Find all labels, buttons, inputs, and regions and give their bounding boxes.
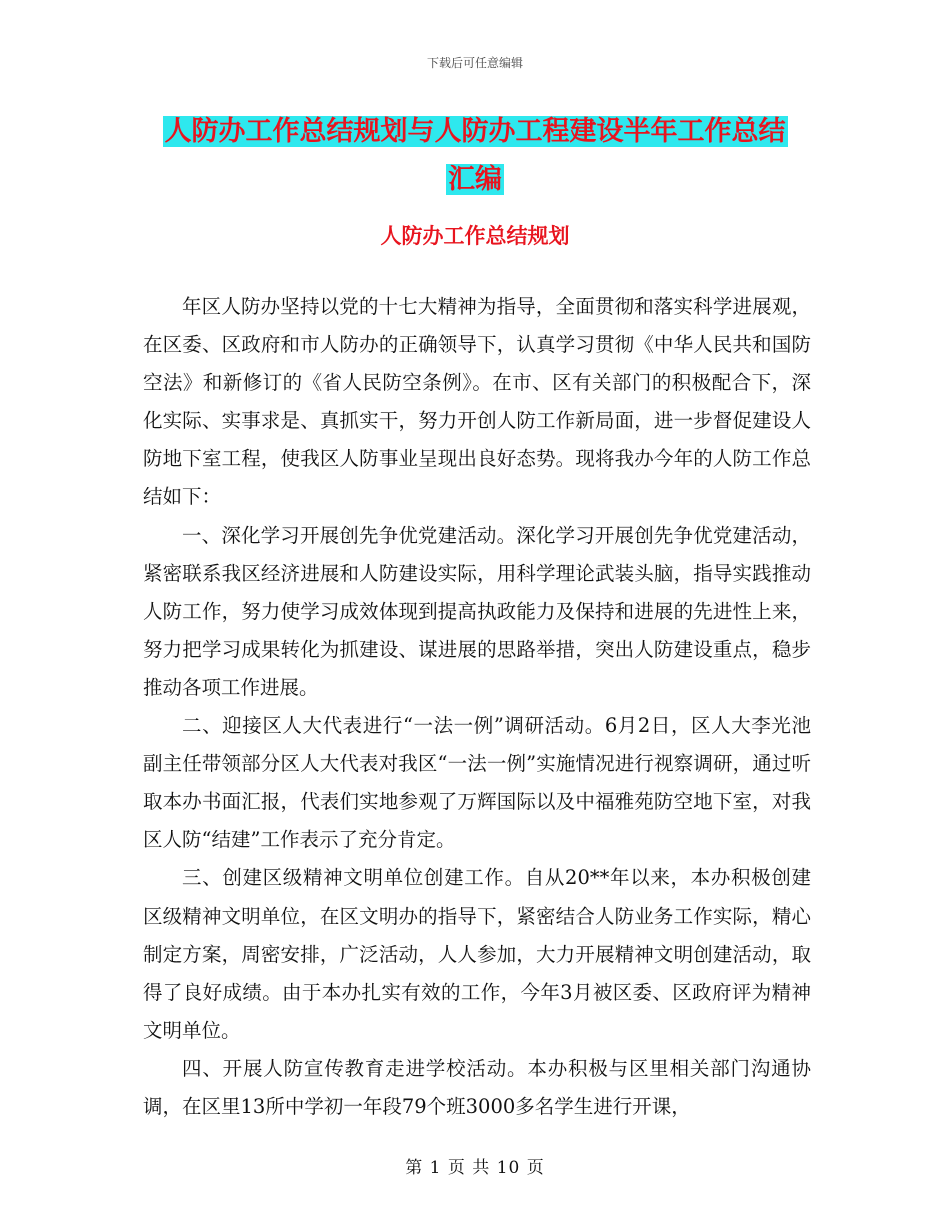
page-number-indicator: 第 1 页 共 10 页 — [405, 1158, 545, 1178]
body-paragraph: 年区人防办坚持以党的十七大精神为指导，全面贯彻和落实科学进展观，在区委、区政府和市人防办的正确领导下，认真学习贯彻《中华人民共和国防空法》和新修订的《省人民防空条例》。在市、区有关部门的积极配合下，深化实际、实事求是、真抓实干，努力开创人防工作新局面，进一步督促建设人防地下室工程，使我区人防事业呈现出良好态势。现将我办今年的人防工作总结如下： — [143, 295, 811, 509]
page-header-note: 下载后可任意编辑 — [426, 56, 523, 70]
main-title-line-2: 汇编 — [448, 164, 502, 195]
body-paragraph: 二、迎接区人大代表进行“一法一例”调研活动。6月2日，区人大李光池副主任带领部分区人大代表对我区“一法一例”实施情况进行视察调研，通过听取本办书面汇报，代表们实地参观了万辉国际以及中福雅苑防空地下室，对我区人防“结建”工作表示了充分肯定。 — [143, 714, 811, 852]
body-paragraph: 一、深化学习开展创先争优党建活动。深化学习开展创先争优党建活动，紧密联系我区经济进展和人防建设实际，用科学理论武装头脑，指导实践推动人防工作，努力使学习成效体现到提高执政能力及保持和进展的先进性上来，努力把学习成果转化为抓建设、谋进展的思路举措，突出人防建设重点，稳步推动各项工作进展。 — [143, 523, 811, 699]
document-main-title — [140, 108, 810, 204]
section-title: 人防办工作总结规划 — [380, 224, 570, 248]
body-paragraph: 四、开展人防宣传教育走进学校活动。本办积极与区里相关部门沟通协调，在区里13所中学初一年段79个班3000多名学生进行开课， — [143, 1056, 811, 1118]
body-paragraph: 三、创建区级精神文明单位创建工作。自从20**年以来，本办积极创建区级精神文明单位，在区文明办的指导下，紧密结合人防业务工作实际，精心制定方案，周密安排，广泛活动，人人参加，大力开展精神文明创建活动，取得了良好成绩。由于本办扎实有效的工作，今年3月被区委、区政府评为精神文明单位。 — [143, 866, 811, 1042]
main-title-line-1: 人防办工作总结规划与人防办工程建设半年工作总结 — [164, 116, 786, 147]
document-body — [143, 288, 811, 1126]
